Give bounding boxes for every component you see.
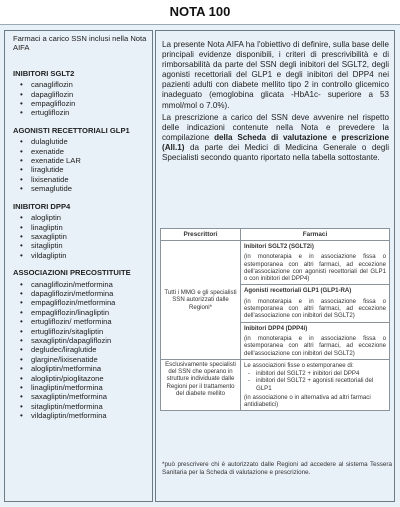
- list-item: • glargine/lixisenatide: [13, 355, 147, 364]
- description-text: [156, 31, 394, 163]
- table-row: [161, 241, 390, 285]
- list-item: • exenatide LAR: [13, 156, 147, 165]
- table-row: [161, 359, 390, 410]
- drug-list-intro: Farmaci a carico SSN inclusi nella Nota AIFA: [13, 34, 147, 53]
- list-item: - inibitori del SGLT2 + agonisti recettoriali del GLP1: [244, 377, 387, 392]
- drug-group: [13, 268, 147, 421]
- drug-group-title: INIBITORI DPP4: [13, 201, 71, 211]
- list-item: • dulaglutide: [13, 137, 147, 146]
- list-item: • canagliflozin/metformina: [13, 280, 147, 289]
- drug-group-title: ASSOCIAZIONI PRECOSTITUITE: [13, 268, 131, 278]
- drug-group-list: [13, 280, 147, 421]
- list-item: • vildagliptin/metformina: [13, 411, 147, 420]
- list-item: • linagliptin: [13, 223, 147, 232]
- sglt2-cell: [241, 241, 390, 285]
- prescriber-footnote: *può prescrivere chi è autorizzato dalle Regioni ad accedere al sistema Tessera Sanitaria per la Scheda di valutazione e prescrizione.: [162, 461, 392, 476]
- list-item: • sitagliptin/metformina: [13, 402, 147, 411]
- list-item: • dapagliflozin: [13, 90, 147, 99]
- associations-note: (in associazione o in alternativa ad altri farmaci antidiabetici): [244, 394, 371, 409]
- drug-group: [13, 126, 147, 194]
- drug-group-list: [13, 137, 147, 193]
- drug-group-list: [13, 80, 147, 118]
- description-column: [155, 30, 395, 502]
- drug-groups: [13, 69, 147, 421]
- associations-cell: [241, 359, 390, 410]
- drug-group-title: INIBITORI SGLT2: [13, 68, 75, 78]
- farmaci-header: Farmaci: [241, 229, 390, 241]
- scheda-valutazione-emphasis: della Scheda di valutazione e prescrizione (All.1): [162, 132, 389, 152]
- prescrittori-header: Prescrittori: [161, 229, 241, 241]
- dpp4-cell: [241, 322, 390, 359]
- list-item: • alogliptin/pioglitazone: [13, 374, 147, 383]
- list-item: • empagliflozin/metformina: [13, 298, 147, 307]
- list-item: • alogliptin: [13, 213, 147, 222]
- drug-group: [13, 69, 147, 118]
- list-item: • liraglutide: [13, 165, 147, 174]
- dpp4-condition: (in monoterapia e in associazione fissa o estemporanea con altri farmaci, ad eccezione dell'associazione con inibitori del SGLT2): [244, 334, 386, 357]
- list-item: • saxagliptin/metformina: [13, 392, 147, 401]
- list-item: • vildagliptin: [13, 251, 147, 260]
- list-item: • ertugliflozin: [13, 108, 147, 117]
- list-item: • exenatide: [13, 147, 147, 156]
- sglt2-condition: (in monoterapia e in associazione fissa o estemporanea con altri farmaci, ad eccezione dell'associazione con agonisti recettoriali del GLP1 o con inibitori del DPP4): [244, 253, 386, 283]
- drug-group-title: AGONISTI RECETTORIALI GLP1: [13, 125, 130, 135]
- list-item: • lixisenatide: [13, 175, 147, 184]
- list-item: • alogliptin/metformina: [13, 364, 147, 373]
- list-item: • degludec/liraglutide: [13, 345, 147, 354]
- list-item: • ertugliflozin/ metformina: [13, 317, 147, 326]
- drug-group-list: [13, 213, 147, 260]
- table-header-row: [161, 229, 390, 241]
- all-prescribers-cell: Tutti i MMG e gli specialisti SSN autorizzati dalle Regioni*: [161, 241, 241, 360]
- associations-heading: Le associazioni fisse o estemporanee di:: [244, 361, 354, 369]
- sglt2-heading: Inibitori SGLT2 (SGLT2i): [244, 243, 314, 250]
- document-title: NOTA 100: [0, 0, 400, 24]
- list-item: • semaglutide: [13, 184, 147, 193]
- list-item: • saxagliptin: [13, 232, 147, 241]
- specialist-prescribers-cell: Esclusivamente specialisti del SSN che operano in strutture individuate dalle Regioni per il trattamento del diabete mellito: [161, 359, 241, 410]
- drug-group: [13, 202, 147, 260]
- drug-list-column: [4, 30, 153, 502]
- glp1-cell: [241, 285, 390, 322]
- list-item: • ertugliflozin/sitagliptin: [13, 327, 147, 336]
- list-item: • empagliflozin: [13, 99, 147, 108]
- list-item: • canagliflozin: [13, 80, 147, 89]
- list-item: • linagliptin/metformina: [13, 383, 147, 392]
- glp1-condition: (in monoterapia e in associazione fissa o estemporanea con altri farmaci, ad eccezione dell'associazione con inibitori del SGLT2): [244, 297, 386, 320]
- list-item: • saxagliptin/dapagliflozin: [13, 336, 147, 345]
- list-item: • dapagliflozin/metformina: [13, 289, 147, 298]
- list-item: • sitagliptin: [13, 241, 147, 250]
- prescribers-table: [160, 228, 390, 411]
- list-item: - inibitori del SGLT2 + inibitori del DPP4: [244, 370, 387, 377]
- list-item: • empagliflozin/linagliptin: [13, 308, 147, 317]
- dpp4-heading: Inibitori DPP4 (DPP4i): [244, 324, 308, 332]
- associations-list: [241, 369, 389, 392]
- description-paragraph-2: La prescrizione a carico del SSN deve avvenire nel rispetto delle indicazioni contenute nella Nota e prevedere la compilazione della Scheda di valutazione e prescrizione (All.1) da parte dei Medici di Medicina Generale o degli Specialisti secondo quanto riportato nella tabella sottostante.: [162, 112, 389, 163]
- description-paragraph-1: La presente Nota AIFA ha l'obiettivo di definire, sulla base delle principali evidenze disponibili, i criteri di prescrivibilità e di rimborsabilità da parte del SSN degli inibitori del SGLT2, degli agonisti recettoriali del GLP1 e degli inibitori del DPP4 nei pazienti adulti con diabete mellito tipo 2 in controllo glicemico inadeguato (emoglobina glicata -HbA1c- superiore a 53 mmol/mol o 7.0%).: [162, 40, 389, 110]
- glp1-heading: Agonisti recettoriali GLP1 (GLP1-RA): [244, 287, 352, 295]
